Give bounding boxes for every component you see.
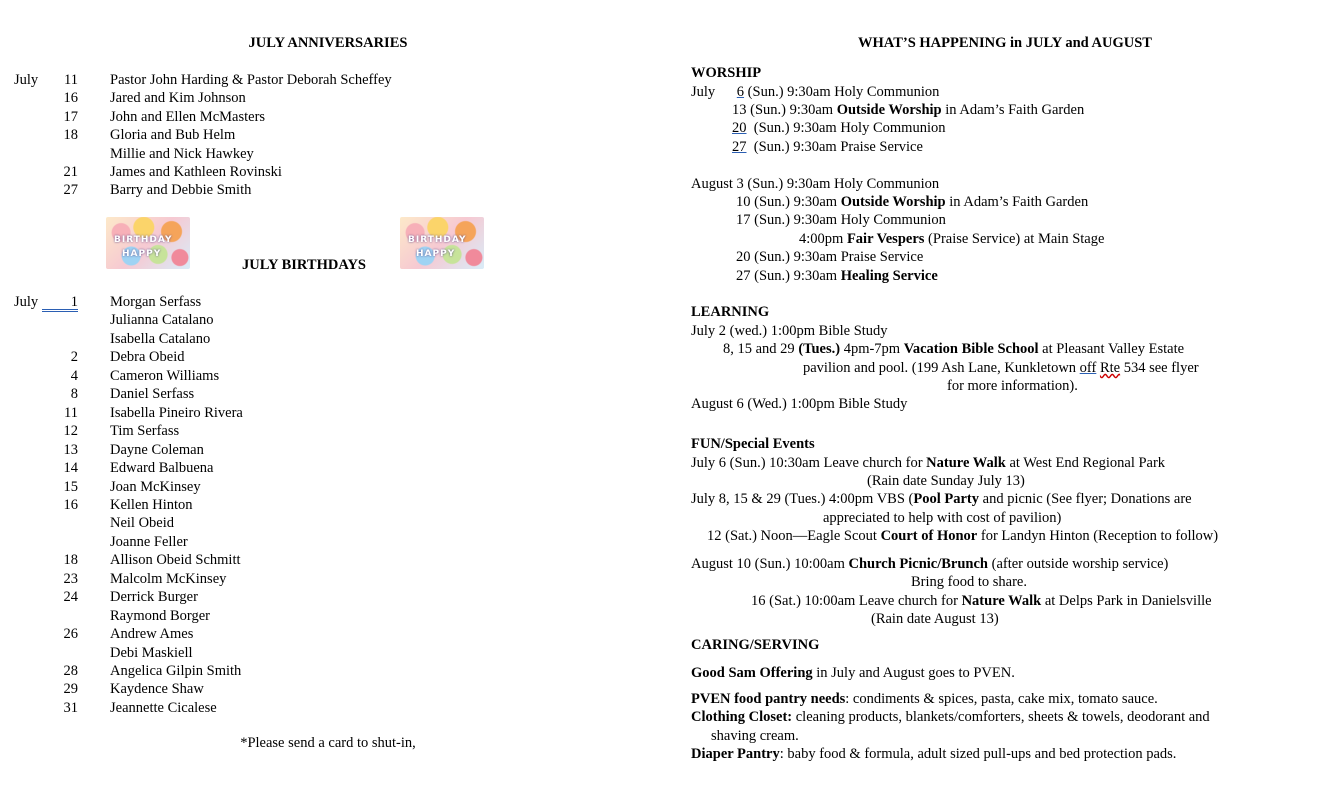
anniversary-day: 17: [63, 108, 78, 125]
learning-vbs: [723, 340, 1184, 358]
worship-aug-3: August 3 (Sun.) 9:30am Holy Communion: [691, 176, 940, 192]
event-text: in Adam’s Faith Garden: [941, 102, 1085, 118]
fun-vbs-pool-party-note: appreciated to help with cost of pavilion): [823, 510, 1062, 526]
item-bold: Clothing Closet:: [691, 709, 793, 725]
worship-aug-10: [736, 193, 1088, 211]
spell-off: off: [1079, 360, 1097, 376]
anniversary-day: 18: [63, 127, 78, 144]
happenings-title: WHAT’S HAPPENING in JULY and AUGUST: [858, 35, 1152, 51]
birthday-name: Tim Serfass: [110, 423, 180, 440]
event-text: 16 (Sat.) 10:00am Leave church for: [751, 593, 962, 609]
birthday-name: Daniel Serfass: [110, 386, 195, 403]
event-text: (Praise Service) at Main Stage: [924, 231, 1105, 247]
event-text: July 8, 15 & 29 (Tues.) 4:00pm VBS (: [691, 491, 914, 507]
item-text: in July and August goes to PVEN.: [812, 665, 1015, 681]
event-bold: (Tues.): [798, 341, 841, 357]
caring-pven-pantry: [691, 690, 1158, 708]
birthday-name: Kellen Hinton: [110, 496, 193, 513]
event-text: in Adam’s Faith Garden: [945, 194, 1089, 210]
birthday-name: Isabella Catalano: [110, 330, 211, 347]
caring-clothing-closet-cont: shaving cream.: [711, 728, 799, 744]
birthdays-title: JULY BIRTHDAYS: [242, 257, 366, 273]
birthday-name: Derrick Burger: [110, 589, 198, 606]
fun-july-6: [691, 454, 1165, 472]
event-text: 27 (Sun.) 9:30am: [736, 268, 841, 284]
birthday-day: 2: [70, 349, 78, 366]
worship-heading: WORSHIP: [691, 65, 762, 81]
birthday-name: Debra Obeid: [110, 349, 185, 366]
event-bold: Vacation Bible School: [903, 341, 1039, 357]
fun-aug-16-rain-date: (Rain date August 13): [871, 611, 999, 627]
worship-july-13: [732, 101, 1084, 119]
anniversary-name: Barry and Debbie Smith: [110, 182, 252, 199]
caring-heading: CARING/SERVING: [691, 637, 820, 653]
event-text: (Sun.) 9:30am Holy Communion: [753, 120, 946, 136]
birthday-day: 26: [63, 626, 78, 643]
date-6: 6: [736, 84, 745, 100]
birthday-balloons-image-right: [400, 217, 484, 269]
anniversary-name: Pastor John Harding & Pastor Deborah Scheffey: [110, 72, 392, 88]
worship-aug-17: 17 (Sun.) 9:30am Holy Communion: [736, 212, 946, 228]
event-text: at West End Regional Park: [1005, 455, 1166, 471]
birthday-day: 4: [70, 367, 78, 384]
balloon-text-bottom: HAPPY: [416, 249, 456, 259]
item-text: : condiments & spices, pasta, cake mix, tomato sauce.: [845, 691, 1158, 707]
birthday-name: Joanne Feller: [110, 533, 188, 550]
birthday-name: Angelica Gilpin Smith: [110, 663, 242, 679]
birthday-name: Dayne Coleman: [110, 441, 204, 458]
birthday-day: 13: [63, 441, 78, 458]
birthday-day: 23: [63, 570, 78, 587]
event-text: August 10 (Sun.) 10:00am: [691, 556, 849, 572]
anniversaries-month: July: [14, 72, 39, 88]
birthday-name: Jeannette Cicalese: [110, 699, 217, 716]
birthday-day: 18: [63, 552, 78, 569]
event-text: 534 see flyer: [1120, 360, 1199, 376]
anniversary-day: 27: [63, 182, 78, 199]
birthday-name: Allison Obeid Schmitt: [110, 552, 241, 569]
birthday-name: Malcolm McKinsey: [110, 570, 227, 587]
birthday-day: 14: [63, 460, 78, 477]
fun-heading: FUN/Special Events: [691, 436, 815, 452]
anniversaries-title: JULY ANNIVERSARIES: [248, 35, 408, 51]
anniversary-name: Jared and Kim Johnson: [110, 90, 246, 107]
date-27: 27: [732, 139, 747, 155]
birthday-day: 29: [63, 681, 78, 698]
caring-diaper-pantry: [691, 745, 1176, 763]
birthdays-month: July: [14, 294, 39, 310]
event-text: at Delps Park in Danielsville: [1041, 593, 1212, 609]
event-text: July 6 (Sun.) 10:30am Leave church for: [691, 455, 927, 471]
event-text: 12 (Sat.) Noon—Eagle Scout: [707, 528, 881, 544]
birthday-name: Cameron Williams: [110, 367, 220, 384]
event-text: 13 (Sun.) 9:30am: [732, 102, 837, 118]
caring-good-sam: [691, 664, 1015, 682]
fun-aug-16-nature-walk: [751, 592, 1212, 610]
caring-clothing-closet: [691, 708, 1210, 726]
fun-court-of-honor: [707, 527, 1218, 545]
fun-aug-10-bring-food: Bring food to share.: [911, 574, 1027, 590]
item-bold: Diaper Pantry: [691, 746, 780, 762]
worship-july-27: [732, 138, 923, 156]
worship-aug-20: 20 (Sun.) 9:30am Praise Service: [736, 249, 924, 265]
learning-july-2: July 2 (wed.) 1:00pm Bible Study: [691, 323, 888, 339]
worship-july-20: [732, 119, 945, 137]
event-text: (Sun.) 9:30am Praise Service: [753, 139, 923, 155]
event-text: 4pm-7pm: [840, 341, 904, 357]
item-bold: PVEN food pantry needs: [691, 691, 846, 707]
worship-aug-17-vespers: [799, 230, 1104, 248]
worship-july-6: [691, 83, 939, 101]
event-text: 10 (Sun.) 9:30am: [736, 194, 841, 210]
anniversary-day: 21: [63, 164, 78, 180]
birthday-day: 8: [70, 386, 78, 403]
anniversary-name: James and Kathleen Rovinski: [110, 164, 282, 180]
anniversary-name: John and Ellen McMasters: [110, 108, 266, 125]
birthday-balloons-image-left: [106, 217, 190, 269]
event-text: 8, 15 and 29: [723, 341, 799, 357]
anniversary-name: Millie and Nick Hawkey: [110, 145, 254, 162]
shut-in-footnote: *Please send a card to shut-in,: [240, 735, 416, 751]
learning-aug-6: August 6 (Wed.) 1:00pm Bible Study: [691, 396, 908, 412]
event-text: (after outside worship service): [988, 556, 1169, 572]
item-text: cleaning products, blankets/comforters, sheets & towels, deodorant and: [792, 709, 1210, 725]
event-text: for Landyn Hinton (Reception to follow): [977, 528, 1219, 544]
anniversary-day: 16: [63, 90, 78, 107]
balloon-text-top: BIRTHDAY: [114, 235, 173, 245]
event-text: (Sun.) 9:30am Holy Communion: [747, 84, 940, 100]
event-text: and picnic (See flyer; Donations are: [979, 491, 1192, 507]
event-bold: Pool Party: [913, 491, 980, 507]
anniversary-name: Gloria and Bub Helm: [110, 127, 236, 144]
event-bold: Church Picnic/Brunch: [848, 556, 988, 572]
birthday-name: Morgan Serfass: [110, 294, 202, 310]
anniversary-day: 11: [64, 72, 78, 88]
balloon-text-bottom: HAPPY: [122, 249, 162, 259]
date-20: 20: [732, 120, 747, 136]
learning-vbs-more-info: for more information).: [947, 378, 1078, 394]
birthday-day: 12: [63, 423, 78, 440]
event-bold: Outside Worship: [836, 102, 942, 118]
birthday-name: Debi Maskiell: [110, 644, 193, 661]
birthday-day: 16: [63, 496, 78, 513]
birthday-name: Julianna Catalano: [110, 312, 214, 329]
event-bold: Healing Service: [840, 268, 938, 284]
learning-heading: LEARNING: [691, 304, 770, 320]
fun-aug-10-picnic: [691, 555, 1168, 573]
item-text: : baby food & formula, adult sized pull-ups and bed protection pads.: [779, 746, 1177, 762]
birthday-name: Andrew Ames: [110, 626, 194, 643]
birthday-name: Raymond Borger: [110, 607, 211, 624]
birthday-day: 28: [63, 663, 78, 679]
worship-aug-27: [736, 267, 938, 285]
item-bold: Good Sam Offering: [691, 665, 813, 681]
birthday-day: 11: [64, 404, 78, 421]
event-bold: Outside Worship: [840, 194, 946, 210]
birthday-name: Joan McKinsey: [110, 478, 201, 495]
balloon-text-top: BIRTHDAY: [408, 235, 467, 245]
birthday-day: 15: [63, 478, 78, 495]
event-bold: Fair Vespers: [846, 231, 925, 247]
birthday-name: Isabella Pineiro Rivera: [110, 404, 243, 421]
birthday-day: 24: [63, 589, 78, 606]
birthday-name: Neil Obeid: [110, 515, 175, 532]
fun-july-6-rain-date: (Rain date Sunday July 13): [867, 473, 1025, 489]
spell-rte: Rte: [1099, 360, 1121, 376]
learning-vbs-location: [803, 359, 1199, 377]
birthday-name: Kaydence Shaw: [110, 681, 204, 698]
event-bold: Court of Honor: [880, 528, 978, 544]
fun-vbs-pool-party: [691, 490, 1192, 508]
birthday-day: 31: [63, 699, 78, 716]
event-bold: Nature Walk: [926, 455, 1006, 471]
birthday-day: 1: [70, 294, 78, 310]
event-text: pavilion and pool. (199 Ash Lane, Kunkletown: [803, 360, 1080, 376]
event-text: at Pleasant Valley Estate: [1038, 341, 1185, 357]
event-bold: Nature Walk: [961, 593, 1042, 609]
month-label: July: [691, 84, 716, 100]
birthday-name: Edward Balbuena: [110, 460, 214, 477]
event-text: 4:00pm: [799, 231, 847, 247]
